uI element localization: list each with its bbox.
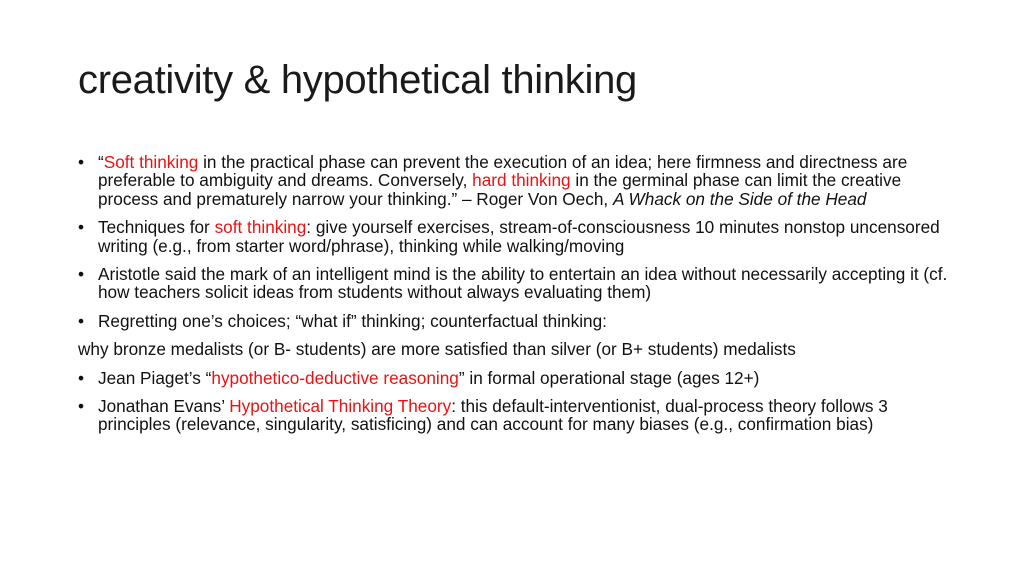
slide-content: [78, 153, 958, 444]
highlighted-term: hypothetico-deductive reasoning: [211, 367, 459, 388]
highlighted-term: soft thinking: [214, 217, 307, 238]
bullet-dot: •: [78, 217, 85, 238]
bullet-dot: •: [78, 310, 85, 331]
text-segment: “: [98, 152, 104, 172]
text-segment: in the practical phase can prevent the execution of an idea; here firmness and directness are preferable to ambiguity and dreams. Conversely,: [98, 152, 908, 191]
bullet-item: [78, 312, 958, 330]
highlighted-term: Soft thinking: [103, 152, 199, 172]
text-segment: ” in formal operational stage (ages 12+): [458, 367, 760, 388]
plain-text-line: [78, 340, 958, 358]
bullet-item: [78, 153, 958, 208]
bullet-dot: •: [78, 396, 85, 417]
text-segment: why bronze medalists (or B- students) are more satisfied than silver (or B+ students) medalists: [78, 339, 796, 360]
text-segment: Regretting one’s choices; “what if” thinking; counterfactual thinking:: [98, 310, 607, 331]
bullet-item: [78, 397, 958, 434]
text-segment: Jean Piaget’s “: [98, 367, 212, 388]
slide-title: creativity & hypothetical thinking: [78, 58, 637, 102]
bullet-dot: •: [78, 367, 85, 388]
text-segment: : give yourself exercises, stream-of-consciousness 10 minutes nonstop uncensored writing (e.g., from starter word/phrase), thinking while walking/moving: [98, 217, 940, 256]
bullet-item: [78, 265, 958, 302]
bullet-item: [78, 369, 958, 387]
text-segment: Techniques for: [98, 217, 215, 238]
text-segment: : this default-interventionist, dual-process theory follows 3 principles (relevance, singularity, satisficing) and can account for many biases (e.g., confirmation bias): [98, 396, 888, 435]
text-segment: in the germinal phase can limit the creative process and prematurely narrow your thinking.” – Roger Von Oech,: [98, 170, 902, 209]
bullet-dot: •: [78, 152, 85, 172]
text-segment: Aristotle said the mark of an intelligent mind is the ability to entertain an idea without necessarily accepting it (cf. how teachers solicit ideas from students without always evaluating them): [98, 264, 948, 303]
highlighted-term: hard thinking: [472, 170, 571, 191]
bullet-dot: •: [78, 264, 85, 285]
text-segment: Jonathan Evans’: [98, 396, 230, 417]
bullet-item: [78, 218, 958, 255]
book-title: A Whack on the Side of the Head: [612, 188, 867, 209]
highlighted-term: Hypothetical Thinking Theory: [229, 396, 452, 417]
